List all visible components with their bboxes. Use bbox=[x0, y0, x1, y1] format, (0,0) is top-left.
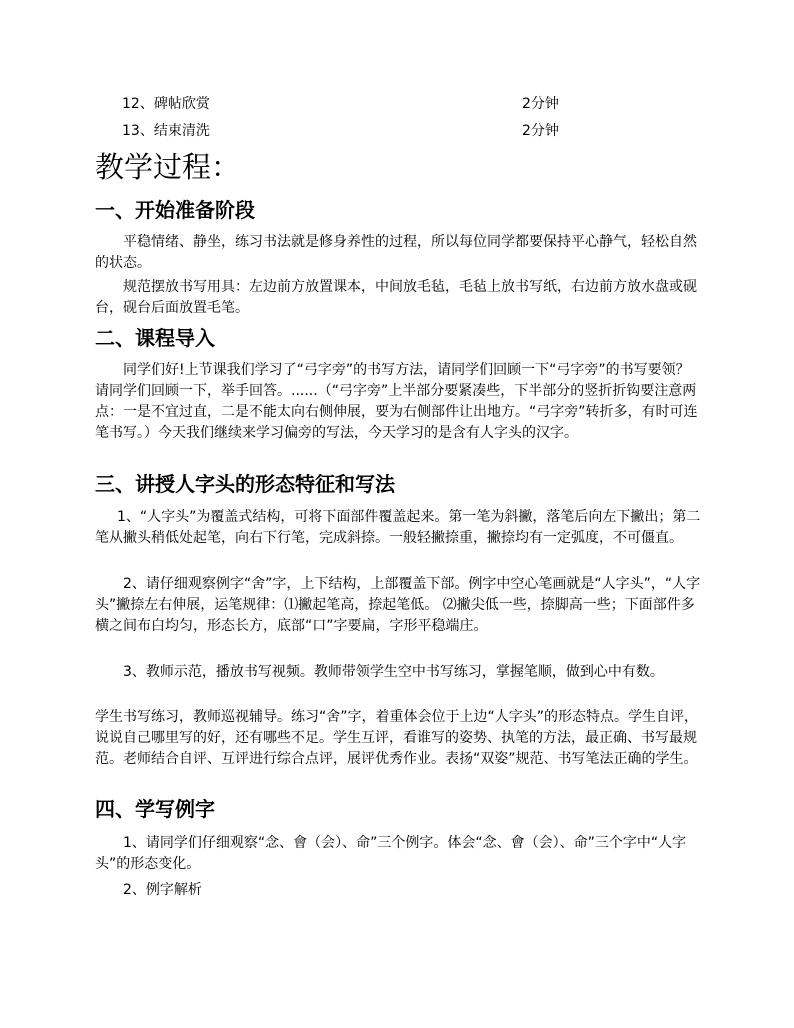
paragraph: 规范摆放书写用具：左边前方放置课本，中间放毛毡，毛毡上放书写纸，右边前方放水盘或砚台，砚台后面放置毛笔。 bbox=[95, 279, 697, 316]
paragraph: 1、请同学们仔细观察“念、會（会）、命”三个例字。体会“念、會（会）、命”三个字中“人字头”的形态变化。 bbox=[95, 835, 687, 872]
paragraph: 2、请仔细观察例字“舍”字，上下结构，上部覆盖下部。例字中空心笔画就是“人字头”，“人字头”撇捺左右伸展，运笔规律：⑴撇起笔高，捺起笔低。 ⑵撇尖低一些，捺脚高一些；下面部件多横之间布白均匀，形态长方，底部“口”字要扁，字形平稳端庄。 bbox=[95, 576, 701, 634]
paragraph: 学生书写练习，教师巡视辅导。练习“舍”字，着重体会位于上边“人字头”的形态特点。学生自评，说说自己哪里写的好，还有哪些不足。学生互评，看谁写的姿势、执笔的方法，最正确、书写最规范。老师结合自评、互评进行综合点评，展评优秀作业。表扬“双姿”规范、书写笔法正确的学生。 bbox=[95, 709, 699, 767]
paragraph: 2、例字解析 bbox=[123, 882, 202, 898]
section-heading: 三、讲授人字头的形态特征和写法 bbox=[95, 472, 395, 496]
paragraph: 1、“人字头”为覆盖式结构，可将下面部件覆盖起来。第一笔为斜撇，落笔后向左下撇出；第二笔从撇头稍低处起笔，向右下行笔，完成斜捺。一般轻撇捺重，撇捺均有一定弧度，不可僵直。 bbox=[95, 509, 701, 546]
schedule-item-label: 13、结束清洗 bbox=[122, 123, 210, 139]
section-heading: 一、开始准备阶段 bbox=[95, 198, 255, 222]
schedule-item-duration: 2分钟 bbox=[522, 123, 559, 139]
section-heading: 二、课程导入 bbox=[95, 326, 215, 350]
schedule-item-duration: 2分钟 bbox=[522, 96, 559, 112]
section-heading: 四、学写例字 bbox=[95, 797, 215, 821]
paragraph: 平稳情绪、静坐，练习书法就是修身养性的过程，所以每位同学都要保持平心静气，轻松自然的状态。 bbox=[95, 234, 697, 271]
schedule-item-label: 12、碑帖欣赏 bbox=[122, 96, 210, 112]
paragraph: 同学们好!上节课我们学习了“弓字旁”的书写方法，请同学们回顾一下“弓字旁”的书写要领？请同学们回顾一下，举手回答。......（“弓字旁”上半部分要紧凑些，下半部分的竖折折钩要注意两点：一是不宜过直，二是不能太向右侧伸展，要为右侧部件让出地方。“弓字旁”转折多，有时可连笔书写。）今天我们继续来学习偏旁的写法，今天学习的是含有人字头的汉字。 bbox=[95, 362, 698, 441]
paragraph: 3、教师示范，播放书写视频。教师带领学生空中书写练习，掌握笔顺，做到心中有数。 bbox=[123, 664, 664, 680]
main-title: 教学过程： bbox=[95, 150, 241, 184]
